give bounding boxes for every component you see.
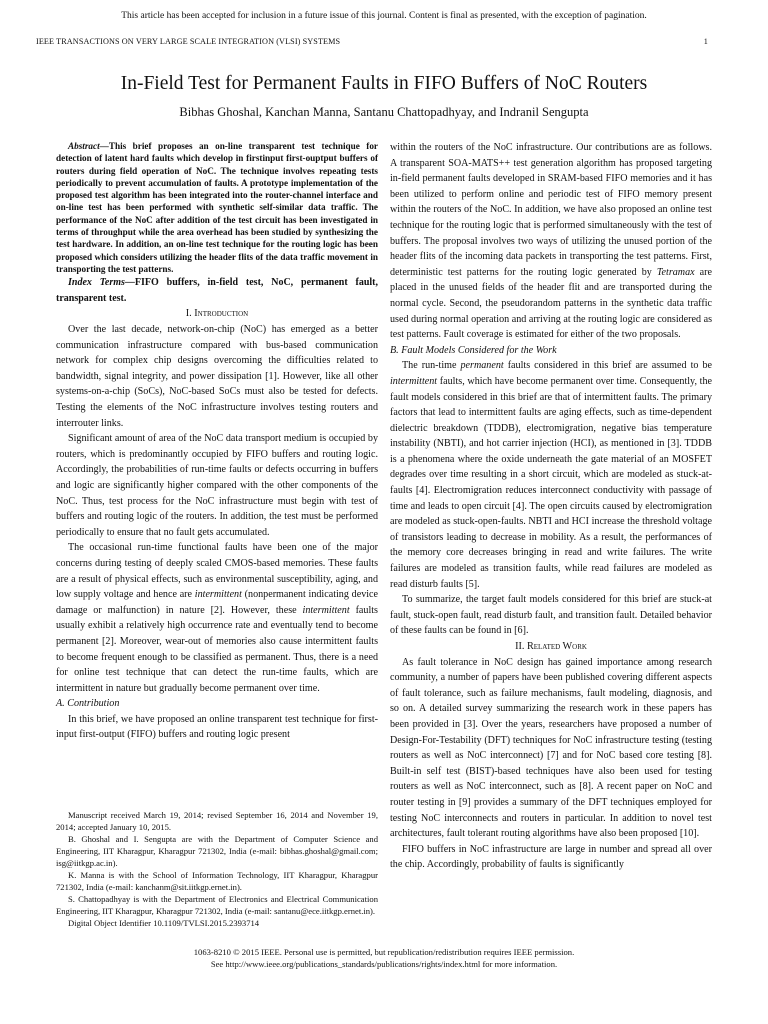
abstract-label: Abstract— bbox=[68, 141, 109, 151]
emphasis: intermittent bbox=[390, 375, 438, 387]
copyright-notice bbox=[0, 946, 768, 970]
footnote: K. Manna is with the School of Information Technology, IIT Kharagpur, Kharagpur 721302, India (e-mail: kanchanm@sit.iitkgp.ernet.in). bbox=[56, 870, 378, 892]
paper-title: In-Field Test for Permanent Faults in FIFO Buffers of NoC Routers bbox=[120, 73, 648, 94]
text-run: are placed in the unused fields of the header flit and are transported during the normal cycle. Second, the pseudorandom patterns in the synthetic data traffic used during normal operation and arriving at the routing logic are considered as test patterns. Fault coverage is estimated for either of the two proposals. bbox=[390, 266, 712, 341]
text-run: The run-time bbox=[402, 360, 461, 372]
abstract bbox=[56, 140, 378, 275]
paragraph: As fault tolerance in NoC design has gained importance among research community, a number of papers have been published covering different aspects of fault tolerance, such as failure mechanisms, fault modeling, diagnosis, and so on. A detailed survey summarizing the research work in these papers has been provided in [3]. Over the years, researchers have proposed a number of Design-For-Testability (DFT) techniques for NoC infrastructure testing (testing routers as well as NoC interconnect) [7] and for NoC based core testing [8]. Built-in self test (BIST)-based techniques have also been used for testing routers as well as NoC interconnect, such as [8]. A recent paper on NoC and router testing in [9] provides a summary of the DFT techniques employed for testing NoC interconnects and routers in particular. In addition to novel test architectures, fault tolerant routing algorithms have also been proposed [10]. bbox=[390, 656, 712, 840]
section-heading-related-work: II. Related Work bbox=[515, 641, 587, 652]
running-head bbox=[36, 37, 708, 46]
left-column bbox=[56, 140, 378, 743]
page-number: 1 bbox=[703, 37, 708, 46]
footnote: Digital Object Identifier 10.1109/TVLSI.2015.2393714 bbox=[68, 918, 260, 928]
subsection-heading-fault-models: B. Fault Models Considered for the Work bbox=[390, 344, 557, 356]
index-terms-text: FIFO buffers, in-field test, NoC, permanent fault, transparent test. bbox=[56, 277, 378, 304]
paragraph: To summarize, the target fault models considered for this brief are stuck-at fault, stuck-open fault, read disturb fault, and transition fault. Detailed behavior of these faults can be found in [6]. bbox=[390, 594, 712, 637]
copyright-line: 1063-8210 © 2015 IEEE. Personal use is permitted, but republication/redistribution requires IEEE permission. bbox=[193, 947, 575, 957]
emphasis: intermittent bbox=[302, 604, 350, 616]
section-heading-introduction: I. Introduction bbox=[185, 308, 249, 320]
index-terms bbox=[56, 275, 378, 306]
emphasis: permanent bbox=[460, 360, 504, 372]
text-run: within the routers of the NoC infrastructure. Our contributions are as follows. A transparent SOA-MATS++ test generation algorithm has proposed targeting in-field permanent faults developed in SRAM-based FIFO memories and it has been utilized to perform online and periodic test of FIFO memory present within the routers of the NoC. In addition, we have also proposed an online test technique for the routing logic that is performed simultaneously with the test of buffers. The proposal involves two ways of utilizing the unused portion of the header flits of the incoming data packets in transporting the test patterns. First, deterministic test patterns for the routing logic generated by bbox=[390, 142, 712, 278]
footnotes bbox=[56, 809, 378, 929]
text-run: The occasional run-time functional faults have been one of the major concerns during testing of deeply scaled CMOS-based memories. These faults are a result of physical effects, such as environmental susceptibility, aging, and low supply voltage and hence are bbox=[56, 542, 378, 601]
index-terms-label: Index Terms— bbox=[68, 277, 135, 289]
rights-url-line: See http://www.ieee.org/publications_standards/publications/rights/index.html for more information. bbox=[210, 959, 558, 969]
footnote: S. Chattopadhyay is with the Department of Electronics and Electrical Communication Engineering, IIT Kharagpur, Kharagpur 721302, India (e-mail: santanu@ece.iitkgp.ernet.in). bbox=[56, 894, 378, 916]
text-run: faults considered in this brief are assumed to be bbox=[503, 360, 712, 372]
emphasis: intermittent bbox=[194, 589, 242, 601]
paragraph bbox=[390, 140, 712, 343]
paragraph: Over the last decade, network-on-chip (NoC) has emerged as a better communication infrastructure compared with bus-based communication network for complex chip designs overcoming the difficulties related to bandwidth, signal integrity, and power dissipation [1]. However, like all other systems-on-a-chip (SoCs), NoC-based SoCs must also be tested for defects. Testing the elements of the NoC infrastructure involves testing routers and interrouter links. bbox=[56, 324, 378, 429]
paragraph: Significant amount of area of the NoC data transport medium is occupied by routers, which is predominantly occupied by FIFO buffers and routing logic. Accordingly, the probabilities of run-time faults or defects occurring in buffers and logic are significantly higher compared with the other components of the NoC. Thus, test process for the NoC infrastructure must begin with test of buffers and routing logic of the routers. In addition, the test must be performed periodically to ensure that no fault gets accumulated. bbox=[56, 433, 378, 538]
right-column bbox=[390, 140, 712, 873]
footnote: Manuscript received March 19, 2014; revised September 16, 2014 and November 19, 2014; accepted January 10, 2015. bbox=[56, 810, 378, 832]
journal-name: IEEE TRANSACTIONS ON VERY LARGE SCALE INTEGRATION (VLSI) SYSTEMS bbox=[36, 37, 341, 46]
acceptance-notice: This article has been accepted for inclusion in a future issue of this journal. Content is final as presented, with the exception of pagination. bbox=[121, 11, 647, 21]
text-run: faults, which have become permanent over time. Consequently, the fault models considered in this brief are that of intermittent faults. The primary factors that lead to intermittent faults are aging effects, such as time-dependent dielectric breakdown (TDDB), electromigration, negative bias temperature instability (NBTI), and hot carrier injection (HCI), as mentioned in [3]. TDDB is a phenomena where the oxide underneath the gate material of an MOSFET degrades over time resulting in a short circuit, which are modeled as stuck-at-faults [4]. Electromigration reduces interconnect conductivity with passage of time and leads to open circuit [4]. The open circuits caused by electromigration are modeled as stuck-open-faults. NBTI and HCI increase the threshold voltage of transistors leading to decrease in mobility. As a result, the performances of the memory core decreases bringing in read and write failures. The write failures are modeled as transition faults, while read failures are modeled as read disturb faults [5]. bbox=[390, 375, 712, 590]
paragraph bbox=[390, 358, 712, 592]
subsection-heading-contribution: A. Contribution bbox=[56, 698, 120, 710]
emphasis: Tetramax bbox=[656, 266, 695, 278]
paragraph: FIFO buffers in NoC infrastructure are large in number and spread all over the chip. Accordingly, probability of faults is significantly bbox=[390, 843, 712, 871]
paragraph bbox=[56, 540, 378, 696]
abstract-text: This brief proposes an on-line transparent test technique for detection of latent hard faults which develop in firstinput first-ouptput buffers of routers during field operation of NoC. The technique involves repeating tests periodically to prevent accumulation of faults. A prototype implementation of the proposed test algorithm has been integrated into the router-channel interface and on-line test has been performed with synthetic self-similar data traffic. The performance of the NoC after addition of the test circuit has been investigated in terms of throughput while the area overhead has been studied by synthesizing the test hardware. In addition, an on-line test technique for the routing logic has been proposed which considers utilizing the header flits of the data traffic movement in transporting the test patterns. bbox=[56, 141, 378, 274]
paper-authors: Bibhas Ghoshal, Kanchan Manna, Santanu Chattopadhyay, and Indranil Sengupta bbox=[179, 105, 589, 119]
paragraph: In this brief, we have proposed an online transparent test technique for first-input first-output (FIFO) buffers and routing logic present bbox=[56, 713, 378, 741]
text-run: faults usually exhibit a relatively high occurrence rate and eventually tend to become permanent [2]. Moreover, wear-out of memories also cause intermittent faults to become frequent enough to be classified as permanent. Thus, there is a need for online test technique that can detect the run-time faults, which are intermittent in nature but gradually become permanent over time. bbox=[56, 604, 378, 694]
text-run: (nonpermanent indicating device damage or malfunction) in nature [2]. However, these bbox=[56, 589, 379, 616]
footnote: B. Ghoshal and I. Sengupta are with the Department of Computer Science and Engineering, IIT Kharagpur, Kharagpur 721302, India (e-mail: bibhas.ghoshal@gmail.com; isg@iitkgp.ac.in). bbox=[56, 834, 378, 868]
